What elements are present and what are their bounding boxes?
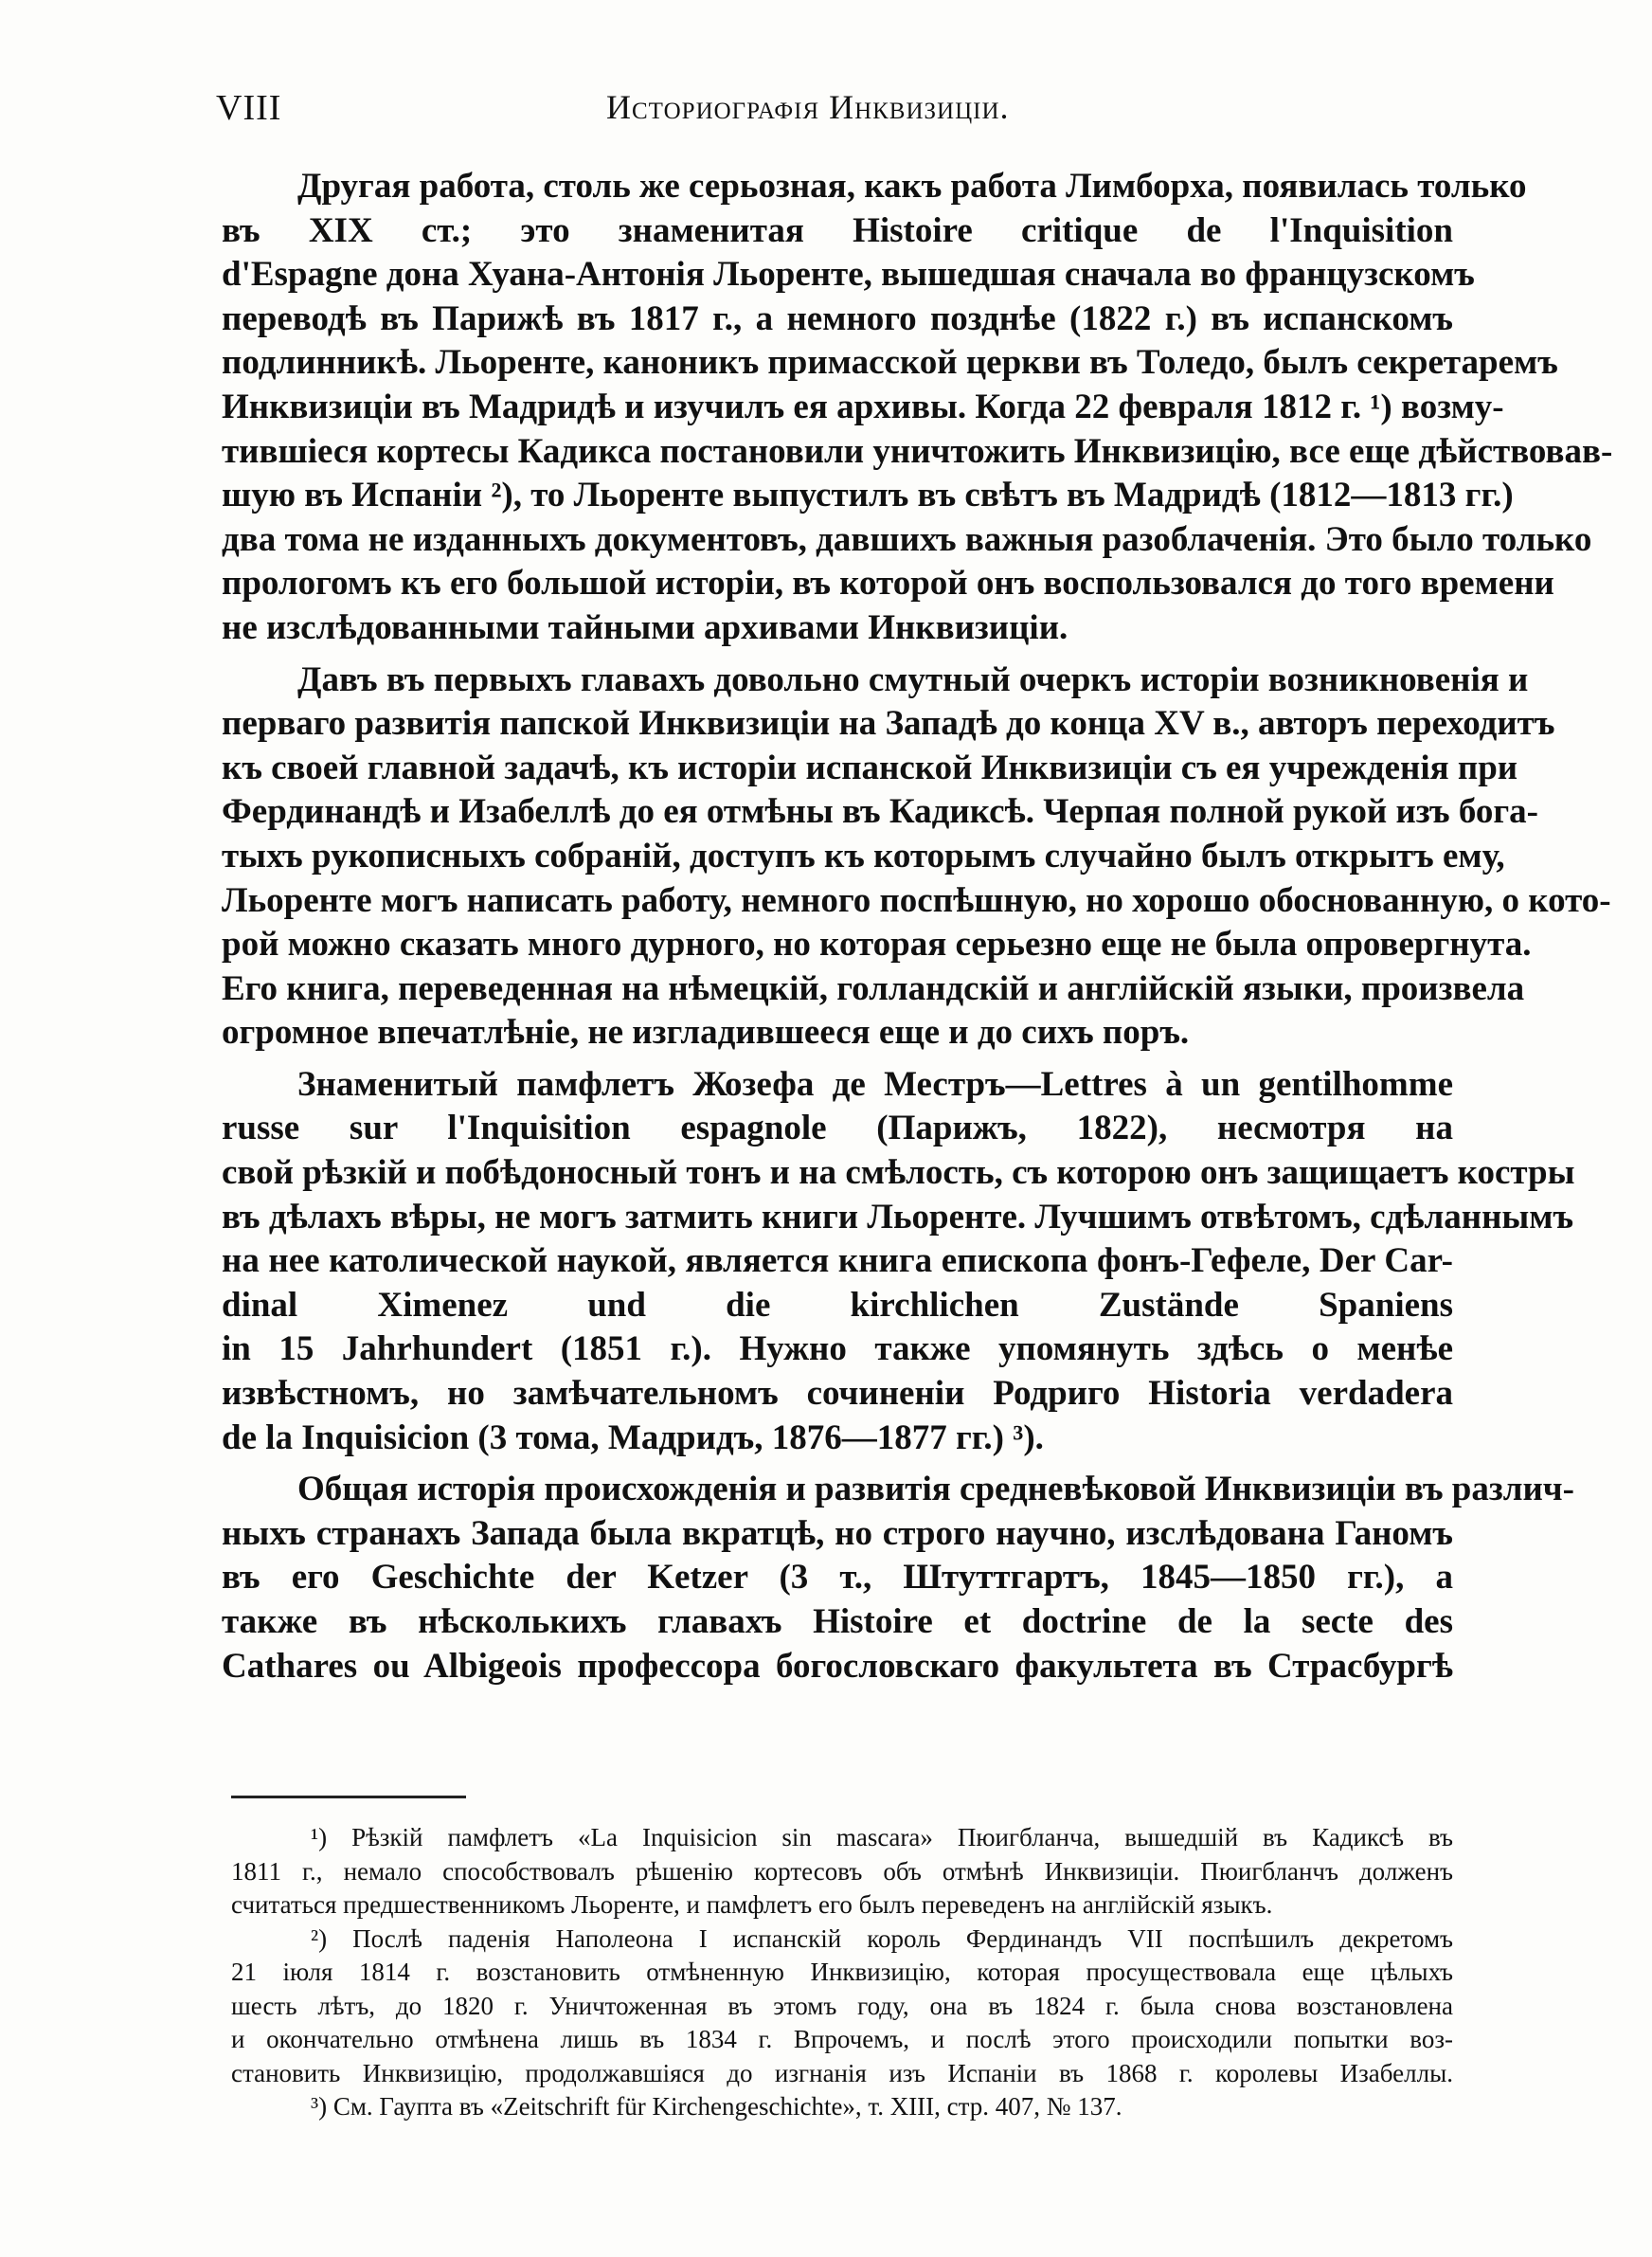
text-line: d'Espagne дона Хуана-Антонія Льоренте, вышедшая сначала во французскомъ xyxy=(222,255,1475,295)
text-line: прологомъ къ его большой исторіи, въ которой онъ воспользовался до того времени xyxy=(222,564,1554,604)
text-line: извѣстномъ, но замѣчательномъ сочиненіи Родриго Historia verdadera xyxy=(222,1374,1453,1414)
text-line: рой можно сказать много дурного, но которая серьезно еще не была опровергнута. xyxy=(222,925,1532,965)
text-line: въ XIX ст.; это знаменитая Histoire critique de l'Inquisition xyxy=(222,210,1453,250)
text-line: Льоренте могъ написать работу, немного поспѣшную, но хорошо обоснованную, о кото- xyxy=(222,880,1611,920)
footnote-line: ³) См. Гаупта въ «Zeitschrift für Kirchengeschichte», т. XIII, стр. 407, № 137. xyxy=(311,2092,1122,2121)
footnote-line: шесть лѣтъ, до 1820 г. Уничтоженная въ этомъ году, она въ 1824 г. была снова возстановлена xyxy=(231,1991,1453,2020)
text-line: Давъ въ первыхъ главахъ довольно смутный очеркъ исторіи возникновенія и xyxy=(297,659,1529,699)
text-line: russe sur l'Inquisition espagnole (Парижъ, 1822), несмотря на xyxy=(222,1109,1453,1148)
page-number: VIII xyxy=(216,88,282,128)
footnote-line: 1811 г., немало способствовалъ рѣшенію кортесовъ объ отмѣнѣ Инквизиціи. Пюигбланчъ долженъ xyxy=(231,1856,1453,1886)
text-line: огромное впечатлѣніе, не изгладившееся еще и до сихъ поръ. xyxy=(222,1013,1190,1053)
main-text xyxy=(222,165,1613,1696)
text-line: въ дѣлахъ вѣры, не могъ затмить книги Льоренте. Лучшимъ отвѣтомъ, сдѣланнымъ xyxy=(222,1197,1574,1237)
footnote-line: и окончательно отмѣнена лишь въ 1834 г. Впрочемъ, и послѣ этого происходили попытки воз- xyxy=(231,2025,1453,2053)
footnote-1 xyxy=(231,1821,1453,1923)
text-line: Общая исторія происхожденія и развитія средневѣковой Инквизиціи въ различ- xyxy=(297,1470,1574,1509)
text-line: Его книга, переведенная на нѣмецкій, голландскій и англійскій языки, произвела xyxy=(222,968,1525,1008)
text-line: тившіеся кортесы Кадикса постановили уничтожить Инквизицію, все еще дѣйствовав- xyxy=(222,431,1613,471)
footnote-separator xyxy=(231,1796,466,1798)
text-line: Cathares ou Albigeois профессора богословскаго факультета въ Страсбургѣ xyxy=(222,1646,1453,1686)
text-line: два тома не изданныхъ документовъ, давшихъ важныя разоблаченія. Это было только xyxy=(222,519,1592,559)
text-line: переводѣ въ Парижѣ въ 1817 г., а немного позднѣе (1822 г.) въ испанскомъ xyxy=(222,298,1453,338)
footnote-line: ¹) Рѣзкій памфлетъ «La Inquisicion sin mascara» Пюигбланча, вышедшій въ Кадиксѣ въ xyxy=(311,1823,1453,1851)
text-line: шую въ Испаніи ²), то Льоренте выпустилъ въ свѣтъ въ Мадридѣ (1812—1813 гг.) xyxy=(222,476,1514,515)
footnote-2 xyxy=(231,1923,1453,2091)
text-line: Другая работа, столь же серьозная, какъ работа Лимборха, появилась только xyxy=(297,167,1527,206)
text-line: тыхъ рукописныхъ собраній, доступъ къ которымъ случайно былъ открытъ ему, xyxy=(222,836,1505,876)
paragraph-2 xyxy=(222,659,1611,1056)
text-line: Фердинандѣ и Изабеллѣ до ея отмѣны въ Кадиксѣ. Черпая полной рукой изъ бога- xyxy=(222,792,1538,832)
text-line: перваго развитія папской Инквизиціи на Западѣ до конца XV в., авторъ переходитъ xyxy=(222,704,1555,744)
footnotes xyxy=(231,1821,1453,2124)
text-line: свой рѣзкій и побѣдоносный тонъ и на смѣлость, съ которою онъ защищаетъ костры xyxy=(222,1153,1575,1193)
text-line: dinal Ximenez und die kirchlichen Zustände Spaniens xyxy=(222,1285,1453,1325)
paragraph-3 xyxy=(222,1063,1575,1460)
text-line: подлинникѣ. Льоренте, каноникъ примасской церкви въ Толедо, былъ секретаремъ xyxy=(222,343,1558,383)
text-line: ныхъ странахъ Запада была вкратцѣ, но строго научно, изслѣдована Ганомъ xyxy=(222,1513,1453,1553)
footnote-line: ²) Послѣ паденія Наполеона I испанскій король Фердинандъ VII поспѣшилъ декретомъ xyxy=(311,1923,1453,1953)
text-line: de la Inquisicion (3 тома, Мадридъ, 1876—1877 гг.) ³). xyxy=(222,1417,1044,1457)
paragraph-4 xyxy=(222,1468,1574,1688)
text-line: Инквизиціи въ Мадридѣ и изучилъ ея архивы. Когда 22 февраля 1812 г. ¹) возму- xyxy=(222,387,1504,426)
text-line: на нее католической наукой, является книга епископа фонъ-Гефеле, Der Car- xyxy=(222,1241,1453,1281)
text-line: in 15 Jahrhundert (1851 г.). Нужно также упомянуть здѣсь о менѣе xyxy=(222,1329,1453,1369)
running-title: Историографія Инквизиціи. xyxy=(606,88,1010,126)
footnote-3 xyxy=(231,2090,1453,2124)
footnote-line: 21 іюля 1814 г. возстановить отмѣненную Инквизицію, которая просуществовала еще цѣлыхъ xyxy=(231,1958,1453,1986)
footnote-line: считаться предшественникомъ Льоренте, и памфлетъ его былъ переведенъ на англійскій языкъ. xyxy=(231,1890,1273,1919)
text-line: Знаменитый памфлетъ Жозефа де Местръ—Lettres à un gentilhomme xyxy=(297,1064,1453,1104)
footnote-line: становить Инквизицію, продолжавшіяся до изгнанія изъ Испаніи въ 1868 г. королевы Изабеллы. xyxy=(231,2058,1453,2087)
text-line: не изслѣдованными тайными архивами Инквизиціи. xyxy=(222,607,1068,647)
paragraph-1 xyxy=(222,165,1613,651)
text-line: также въ нѣсколькихъ главахъ Histoire et doctrine de la secte des xyxy=(222,1602,1453,1641)
text-line: въ его Geschichte der Ketzer (3 т., Штуттгартъ, 1845—1850 гг.), а xyxy=(222,1558,1453,1598)
text-line: къ своей главной задачѣ, къ исторіи испанской Инквизиціи съ ея учрежденія при xyxy=(222,748,1518,787)
